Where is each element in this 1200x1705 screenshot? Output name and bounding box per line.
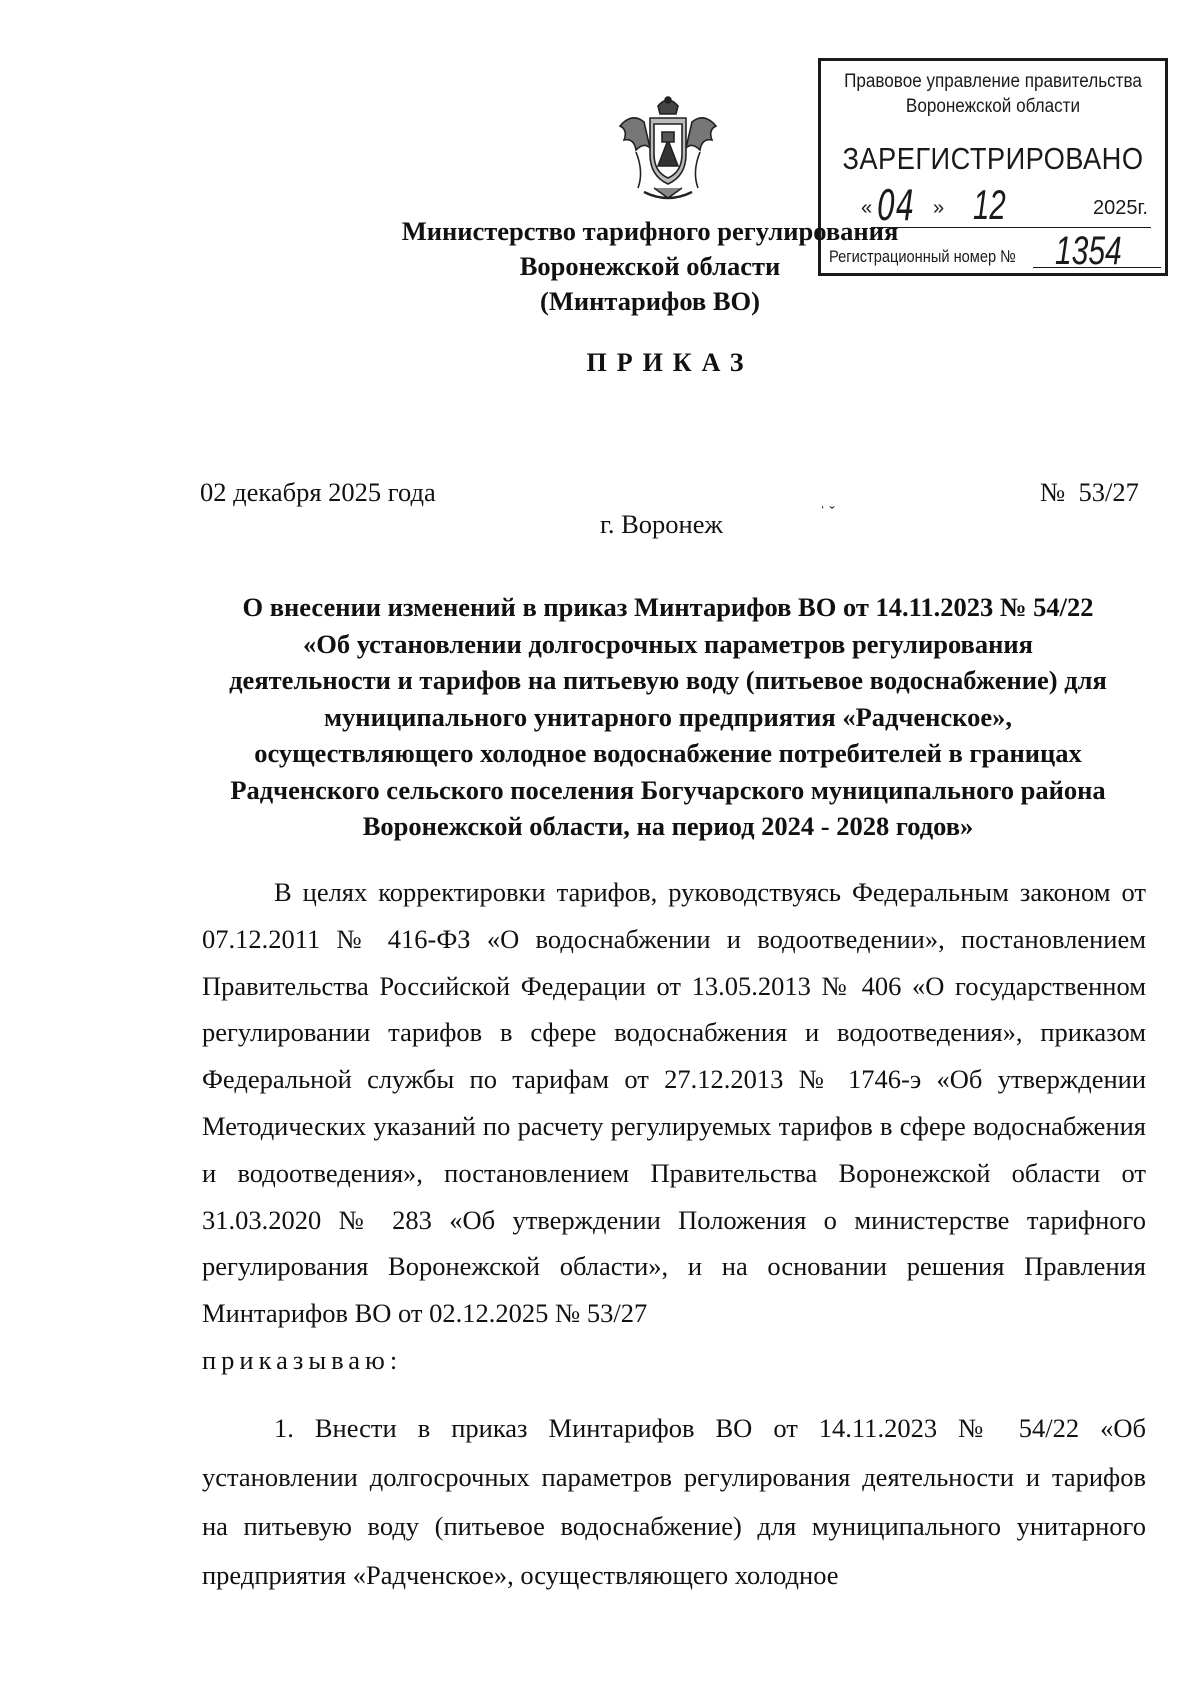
document-preamble <box>202 869 1146 1384</box>
stamp-year: 2025г. <box>1093 197 1148 219</box>
item-1-text: 1. Внести в приказ Минтарифов ВО от 14.11.2023 № 54/22 «Об установлении долгосрочных параметров регулирования деятельности и тарифов на питьевую воду (питьевое водоснабжение) для муниципального унитарного предприятия «Радченское», осуществляющего холодное <box>202 1413 1146 1590</box>
stamp-quote-close: » <box>933 197 945 219</box>
stamp-day: 04 <box>877 181 915 230</box>
stamp-number-underline <box>1033 267 1161 268</box>
ministry-name-line1: Министерство тарифного регулирования <box>401 216 899 246</box>
preamble-text: В целях корректировки тарифов, руководствуясь Федеральным законом от 07.12.2011 № 416-ФЗ «О водоснабжении и водоотведении», постановлением Правительства Российской Федерации от 13.05.2013 № 406 «О государственном регулировании тарифов в сфере водоснабжения и водоотведения», приказом Федеральной службы по тарифам от 27.12.2013 № 1746-э «Об утверждении Методических указаний по расчету регулируемых тарифов в сфере водоснабжения и водоотведения», постановлением Правительства Воронежской области от 31.03.2020 № 283 «Об утверждении Положения о министерстве тарифного регулирования Воронежской области», и на основании решения Правления Минтарифов ВО от 02.12.2025 № 53/27 <box>202 877 1146 1329</box>
stamp-reg-number-label: Регистрационный номер № <box>829 247 1016 266</box>
order-word: приказываю: <box>202 1344 403 1375</box>
scan-mark: ˈ ˇ <box>820 504 835 521</box>
document-number: № 53/27 <box>1040 477 1139 507</box>
ministry-header <box>340 214 960 319</box>
stamp-reg-number-value: 1354 <box>1055 229 1122 273</box>
stamp-organization: Правовое управление правительства Воронежской области <box>844 71 1142 117</box>
coat-of-arms-icon <box>614 92 722 202</box>
document-item-1 <box>202 1404 1146 1600</box>
ministry-name-line2: Воронежской области <box>519 251 781 281</box>
document-city: г. Воронеж <box>600 509 723 539</box>
stamp-registered-label: ЗАРЕГИСТРИРОВАНО <box>842 141 1144 176</box>
document-type: ПРИКАЗ <box>586 348 754 377</box>
document-date: 02 декабря 2025 года <box>200 477 436 507</box>
ministry-short-name: (Минтарифов ВО) <box>540 286 760 316</box>
stamp-month: 12 <box>973 181 1006 228</box>
document-title: О внесении изменений в приказ Минтарифов ВО от 14.11.2023 № 54/22 «Об установлении долгосрочных параметров регулирования деятельности и тарифов на питьевую воду (питьевое водоснабжение) для муниципального унитарного предприятия «Радченское», осуществляющего холодное водоснабжение потребителей в границах Радченского сельского поселения Богучарского муниципального района Воронежской области, на период 2024 - 2028 годов» <box>229 592 1107 841</box>
stamp-quote-open: « <box>861 197 873 219</box>
